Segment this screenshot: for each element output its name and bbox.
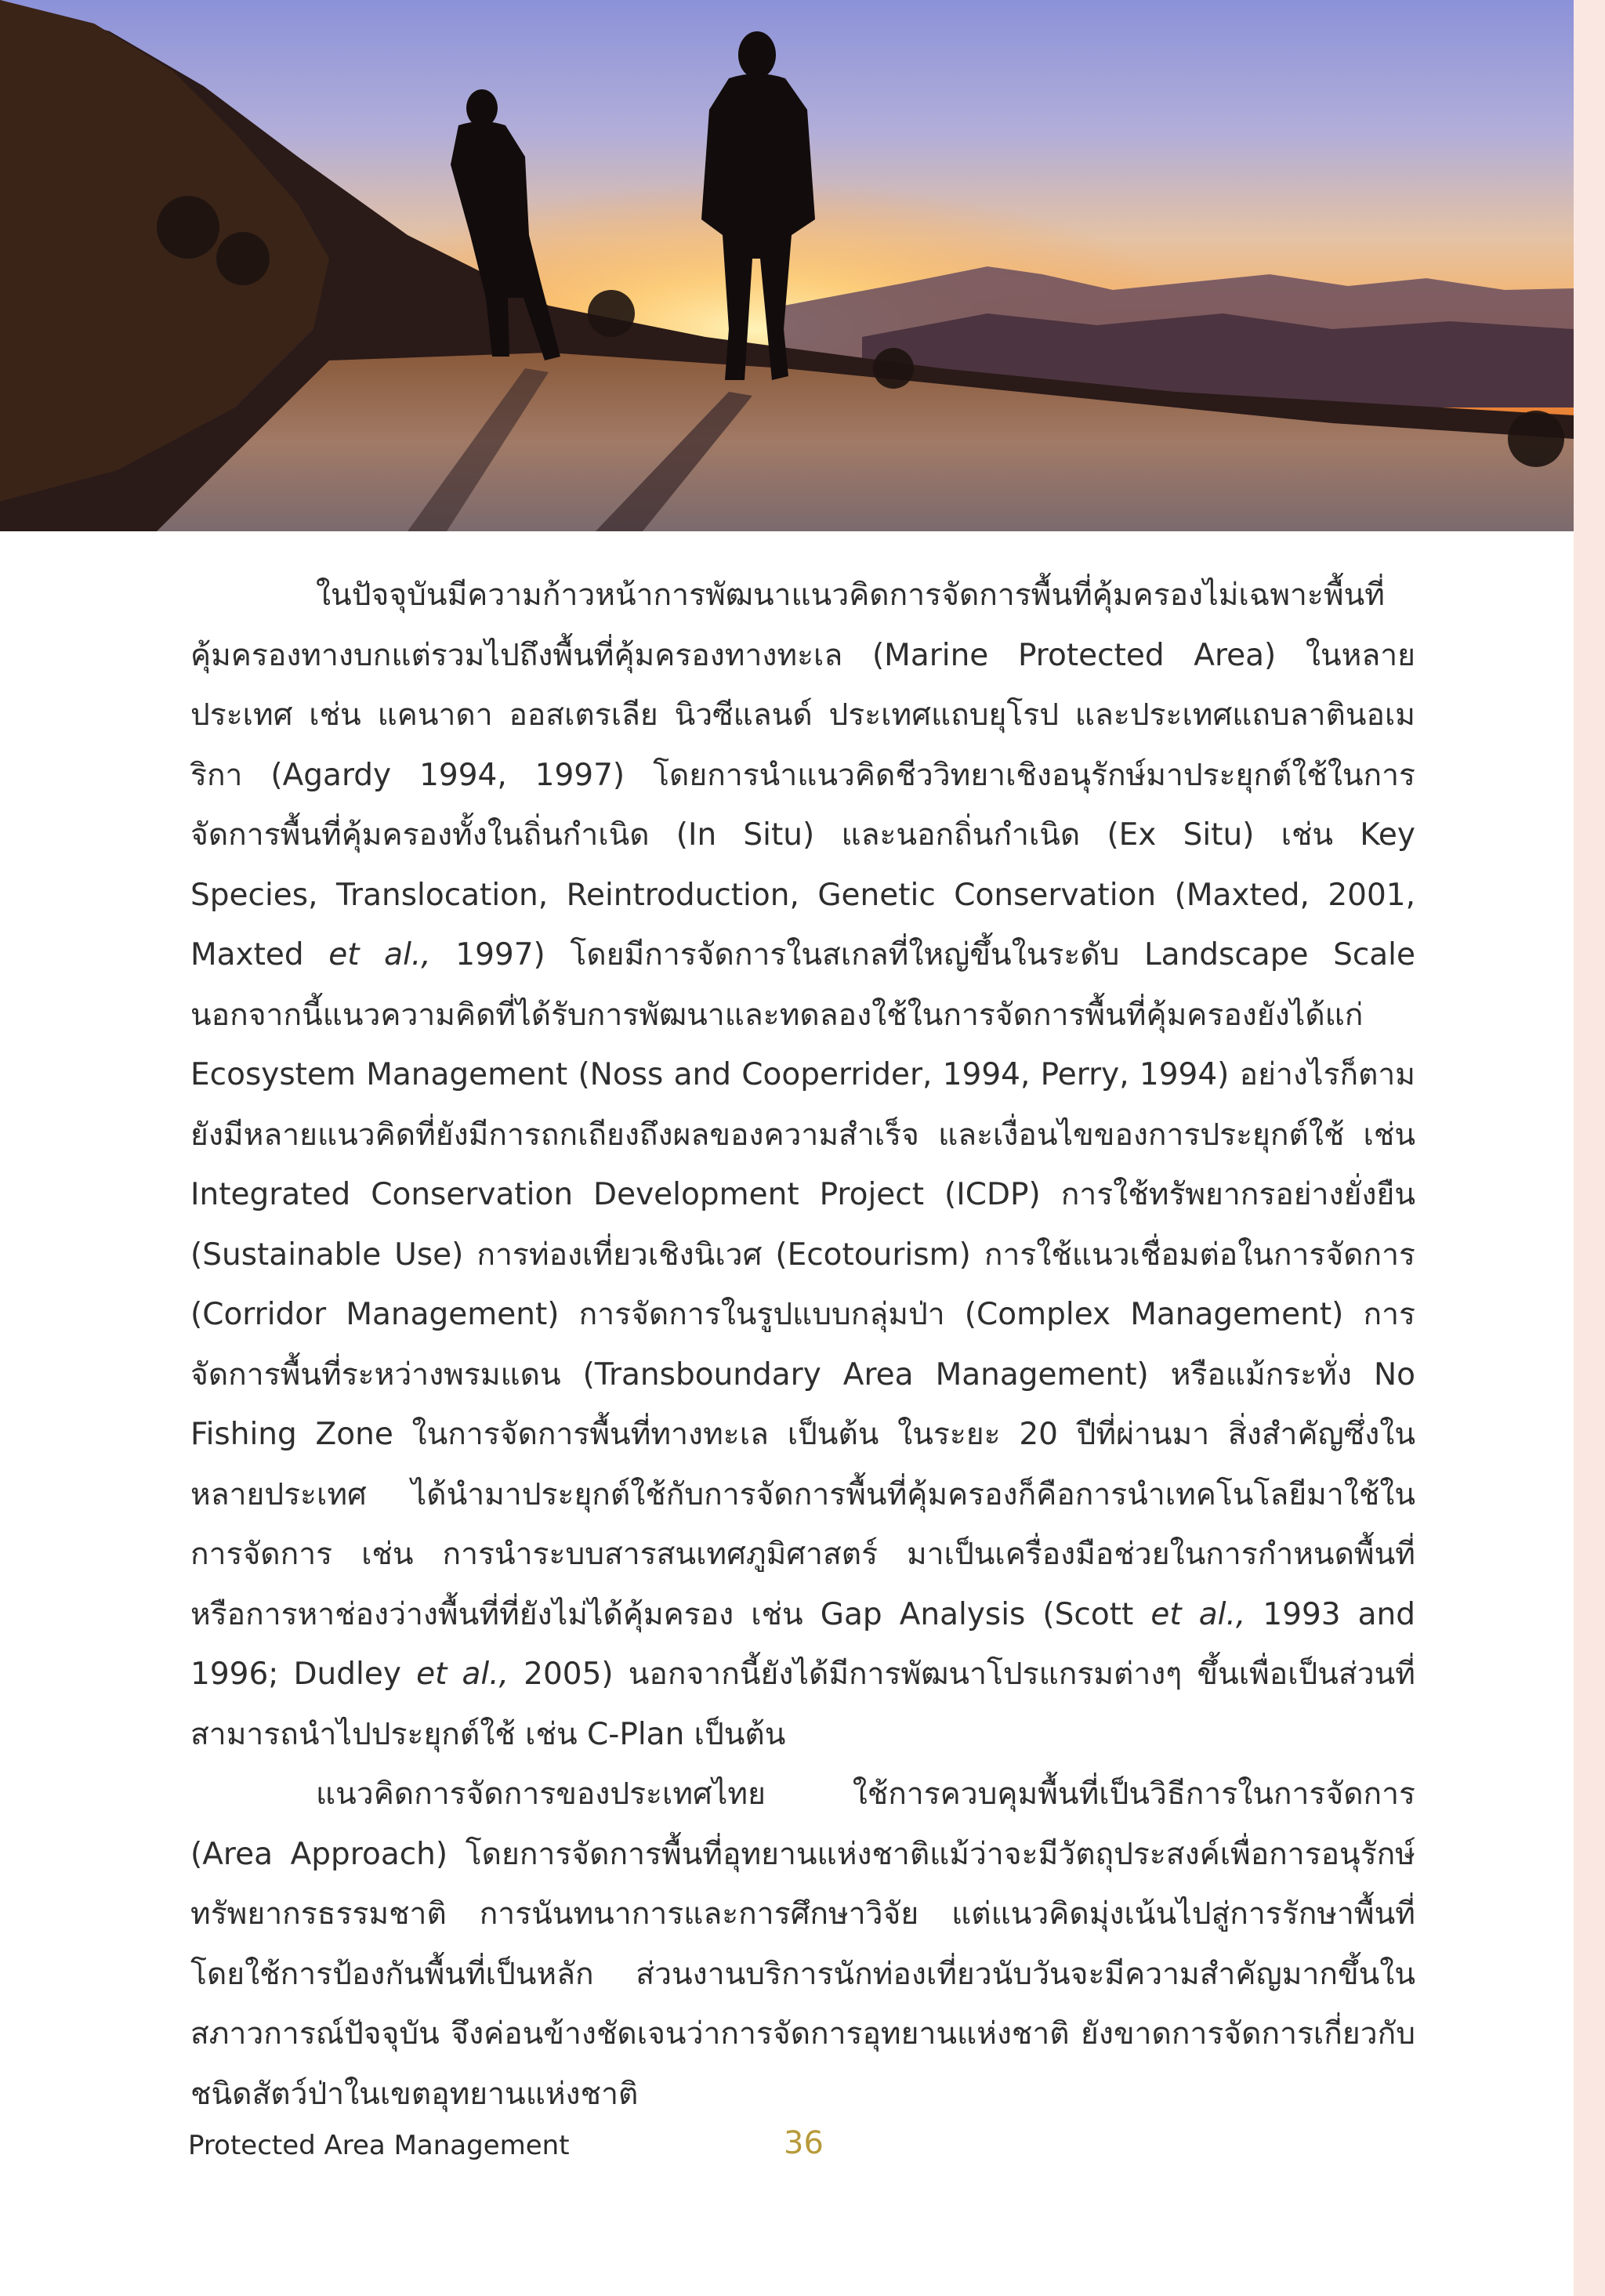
italic-citation-text: et al., <box>1150 1596 1246 1632</box>
paragraph-text: แนวคิดการจัดการของประเทศไทย ใช้การควบคุมพื้นที่เป็นวิธีการในการจัดการ (Area Approach) โดยการจัดการพื้นที่อุทยานแห่งชาติแม้ว่าจะมีวัตถุประสงค์เพื่อการอนุรักษ์ทรัพยากรธรรมชาติ การนันทนาการและการศึกษาวิจัย แต่แนวคิดมุ่งเน้นไปสู่การรักษาพื้นที่โดยใช้การป้องกันพื้นที่เป็นหลัก ส่วนงานบริการนักท่องเที่ยวนับวันจะมีความสำคัญมากขึ้นในสภาวการณ์ปัจจุบัน จึงค่อนข้างชัดเจนว่าการจัดการอุทยานแห่งชาติ ยังขาดการจัดการเกี่ยวกับชนิดสัตว์ป่าในเขตอุทยานแห่งชาติ <box>190 1776 1415 2112</box>
paragraph-text: 1997) โดยมีการจัดการในสเกลที่ใหญ่ขึ้นในระดับ Landscape Scale นอกจากนี้แนวความคิดที่ได้รับการพัฒนาและทดลองใช้ในการจัดการพื้นที่คุ้มครองยังได้แก่ Ecosystem Management (Noss and Cooperrider, 1994, Perry, 1994) อย่างไรก็ตามยังมีหลายแนวคิดที่ยังมีการถกเถียงถึงผลของความสำเร็จ และเงื่อนไขของการประยุกต์ใช้ เช่น Integrated Conservation Development Project (ICDP) การใช้ทรัพยากรอย่างยั่งยืน (Sustainable Use) การท่องเที่ยวเชิงนิเวศ (Ecotourism) การใช้แนวเชื่อมต่อในการจัดการ (Corridor Management) การจัดการในรูปแบบกลุ่มป่า (Complex Management) การจัดการพื้นที่ระหว่างพรมแดน (Transboundary Area Management) หรือแม้กระทั่ง No Fishing Zone ในการจัดการพื้นที่ทางทะเล เป็นต้น ในระยะ 20 ปีที่ผ่านมา สิ่งสำคัญซึ่งในหลายประเทศ ได้นำมาประยุกต์ใช้กับการจัดการพื้นที่คุ้มครองก็คือการนำเทคโนโลยีมาใช้ในการจัดการ เช่น การนำระบบสารสนเทศภูมิศาสตร์ มาเป็นเครื่องมือช่วยในการกำหนดพื้นที่ หรือการหาช่องว่างพื้นที่ที่ยังไม่ได้คุ้มครอง เช่น Gap Analysis (Scott <box>190 937 1415 1632</box>
hero-photo-sunset-hikers <box>0 0 1574 531</box>
paragraph-text: 1993 and 1996; Dudley <box>190 1596 1416 1692</box>
paragraph-text: 2005) นอกจากนี้ยังได้มีการพัฒนาโปรแกรมต่างๆ ขึ้นเพื่อเป็นส่วนที่สามารถนำไปประยุกต์ใช้ เช่น C-Plan เป็นต้น <box>190 1657 1415 1752</box>
paragraph <box>190 566 1415 1765</box>
paragraph <box>190 1765 1415 2124</box>
italic-citation-text: et al., <box>416 1657 509 1692</box>
page-number: 36 <box>784 2125 824 2161</box>
footer-label: Protected Area Management <box>188 2130 570 2161</box>
body-text <box>190 566 1415 2124</box>
italic-citation-text: et al., <box>328 937 431 972</box>
paragraph-text: ในปัจจุบันมีความก้าวหน้าการพัฒนาแนวคิดการจัดการพื้นที่คุ้มครองไม่เฉพาะพื้นที่คุ้มครองทางบกแต่รวมไปถึงพื้นที่คุ้มครองทางทะเล (Marine Protected Area) ในหลายประเทศ เช่น แคนาดา ออสเตรเลีย นิวซีแลนด์ ประเทศแถบยุโรป และประเทศแถบลาตินอเมริกา (Agardy 1994, 1997) โดยการนำแนวคิดชีววิทยาเชิงอนุรักษ์มาประยุกต์ใช้ในการจัดการพื้นที่คุ้มครองทั้งในถิ่นกำเนิด (In Situ) และนอกถิ่นกำเนิด (Ex Situ) เช่น Key Species, Translocation, Reintroduction, Genetic Conservation (Maxted, 2001, Maxted <box>190 578 1415 972</box>
page-edge-band <box>1574 0 1605 2296</box>
